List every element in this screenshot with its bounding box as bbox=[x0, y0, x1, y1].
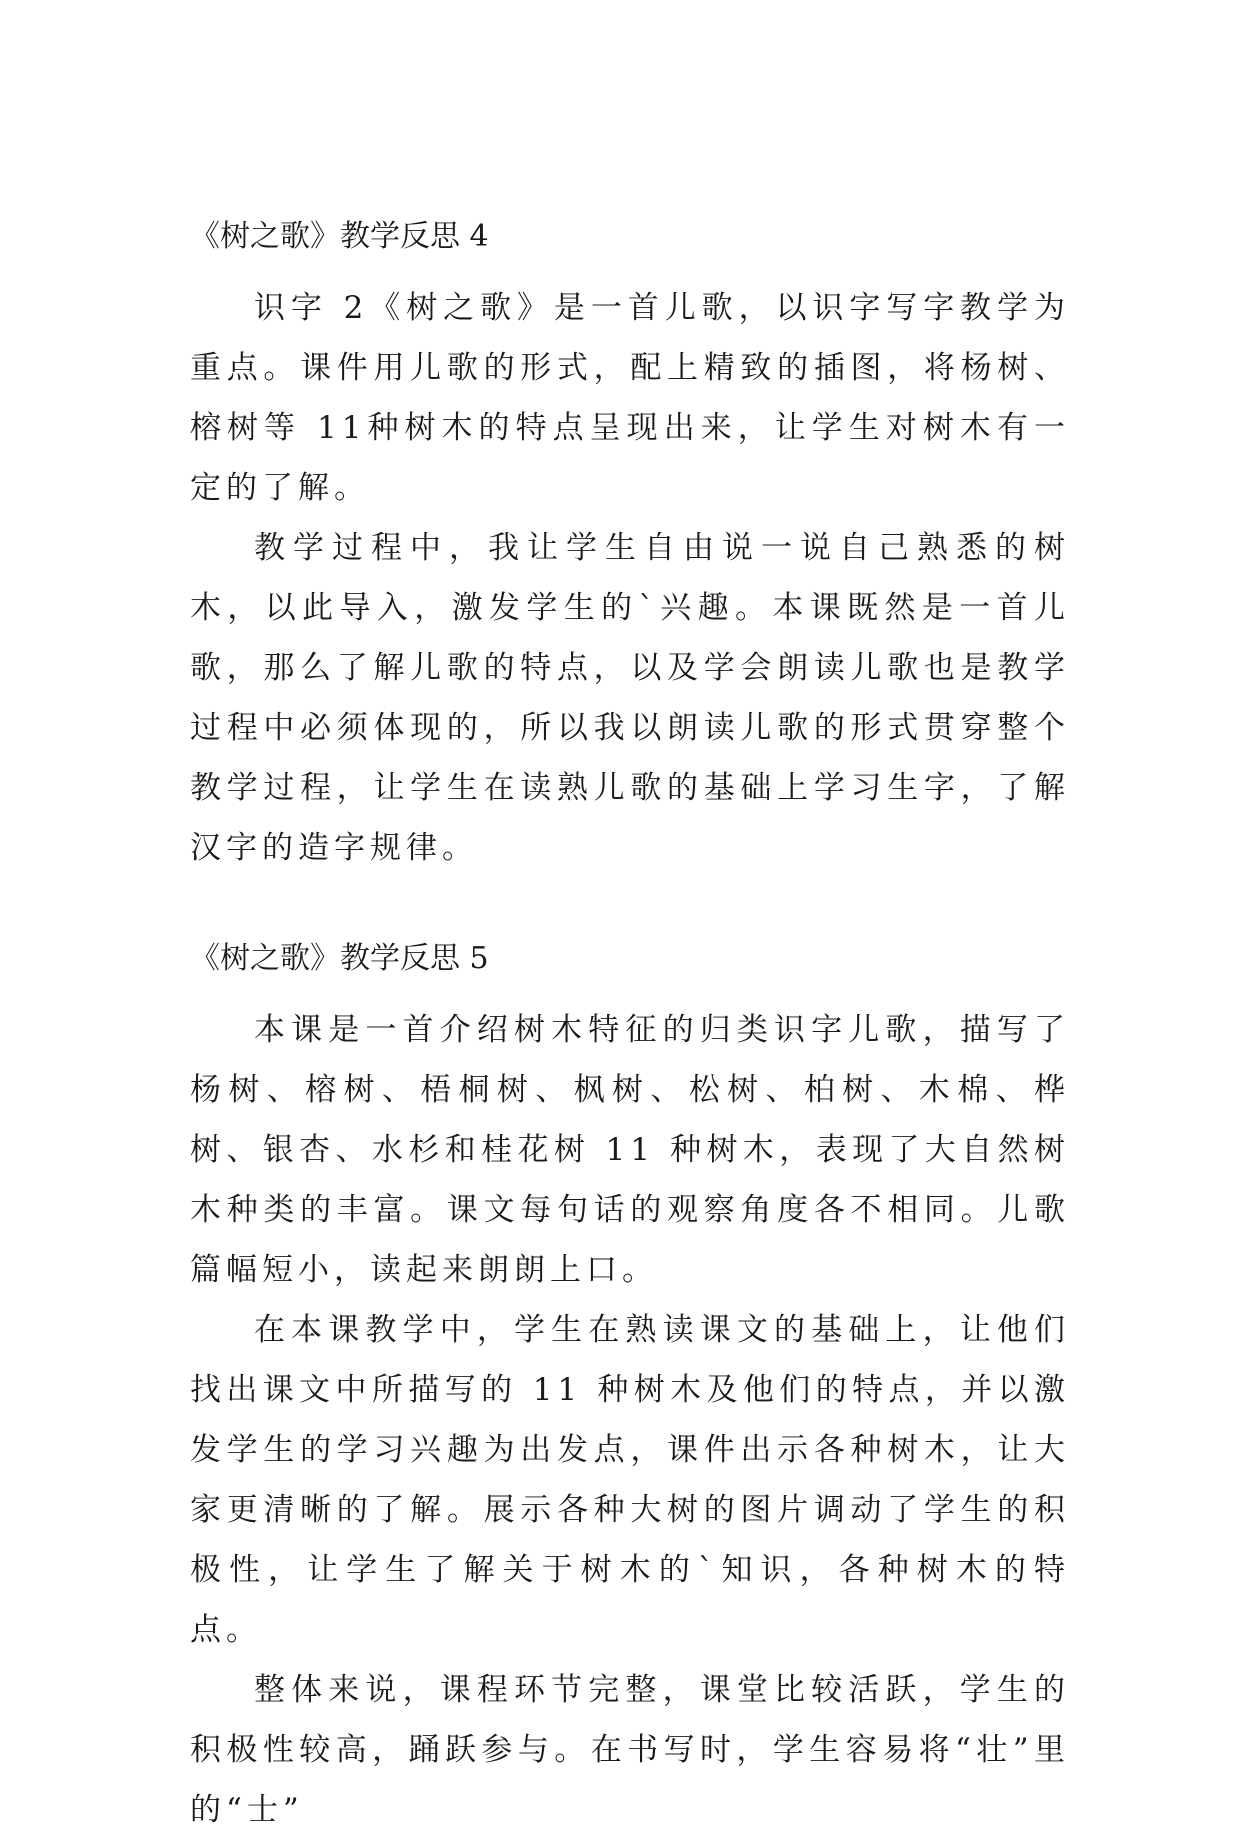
paragraph: 整体来说，课程环节完整，课堂比较活跃，学生的积极性较高，踊跃参与。在书写时，学生容易将“壮”里的“士” bbox=[190, 1672, 1070, 1828]
paragraph: 识字 2《树之歌》是一首儿歌，以识字写字教学为重点。课件用儿歌的形式，配上精致的插图，将杨树、榕树等 11种树木的特点呈现出来，让学生对树木有一定的了解。 bbox=[190, 290, 1070, 506]
reflection-section-4 bbox=[190, 218, 1070, 878]
reflection-section-5 bbox=[190, 940, 1070, 1840]
section-heading: 《树之歌》教学反思 4 bbox=[190, 219, 489, 254]
paragraph: 在本课教学中，学生在熟读课文的基础上，让他们找出课文中所描写的 11 种树木及他们的特点，并以激发学生的学习兴趣为出发点，课件出示各种树木，让大家更清晰的了解。展示各种大树的图片调动了学生的积极性，让学生了解关于树木的`知识，各种树木的特点。 bbox=[190, 1312, 1070, 1648]
document-body bbox=[190, 218, 1070, 1840]
section-heading: 《树之歌》教学反思 5 bbox=[190, 941, 489, 976]
paragraph: 教学过程中，我让学生自由说一说自己熟悉的树木，以此导入，激发学生的`兴趣。本课既然是一首儿歌，那么了解儿歌的特点，以及学会朗读儿歌也是教学过程中必须体现的，所以我以朗读儿歌的形式贯穿整个教学过程，让学生在读熟儿歌的基础上学习生字，了解汉字的造字规律。 bbox=[190, 530, 1070, 866]
paragraph: 本课是一首介绍树木特征的归类识字儿歌，描写了杨树、榕树、梧桐树、枫树、松树、柏树、木棉、桦树、银杏、水杉和桂花树 11 种树木，表现了大自然树木种类的丰富。课文每句话的观察角度各不相同。儿歌篇幅短小，读起来朗朗上口。 bbox=[190, 1012, 1070, 1288]
